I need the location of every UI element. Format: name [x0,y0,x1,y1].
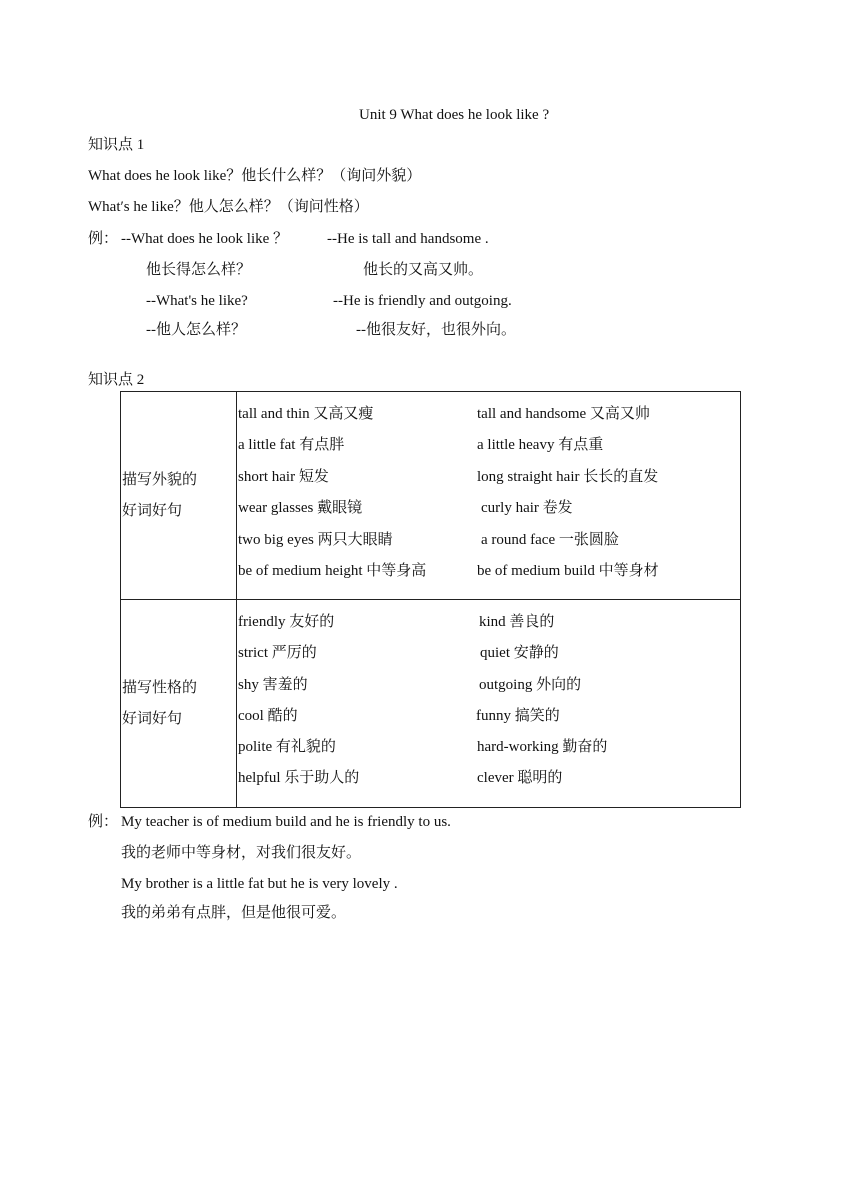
ex2-question: --What's he like? [146,293,248,309]
table-row-appearance [121,392,741,600]
appearance-left-item: two big eyes 两只大眼睛 [238,532,393,548]
example-sentence-2-cn: 我的弟弟有点胖，但是他很可爱。 [121,905,347,921]
personality-items-cell [237,600,741,808]
ex1-answer-cn: 他长的又高又帅。 [363,262,484,278]
ex2-question-cn: --他人怎么样？ [146,322,246,338]
personality-left-item: strict 严厉的 [238,645,317,661]
personality-right-item: quiet 安静的 [480,645,559,661]
examples-prefix: 例： [88,814,119,830]
ex2-answer-cn: --他很友好，也很外向。 [356,322,516,338]
personality-label-cell [121,600,237,808]
personality-right-item: outgoing 外向的 [479,677,582,693]
appearance-left-item: short hair 短发 [238,469,329,485]
ex1-answer: --He is tall and handsome . [327,231,489,247]
ex1-question: --What does he look like ？ [121,231,289,247]
personality-left-item: friendly 友好的 [238,614,335,630]
ex1-question-cn: 他长得怎么样？ [146,262,252,278]
personality-left-item: cool 酷的 [238,708,298,724]
appearance-left-item: wear glasses 戴眼镜 [238,500,363,516]
personality-right-item: clever 聪明的 [477,770,563,786]
appearance-left-item: tall and thin 又高又瘦 [238,406,374,422]
appearance-right-item: a little heavy 有点重 [477,437,604,453]
appearance-right-item: long straight hair 长长的直发 [477,469,659,485]
personality-right-item: funny 搞笑的 [476,708,560,724]
personality-label-line2: 好词好句 [122,710,183,727]
appearance-left-item: be of medium height 中等身高 [238,563,427,579]
appearance-right-item: a round face 一张圆脸 [481,532,619,548]
personality-label-line1: 描写性格的 [122,679,198,696]
vocabulary-table [120,391,741,808]
example-sentence-2: My brother is a little fat but he is very lovely . [121,876,398,892]
ex2-answer: --He is friendly and outgoing. [333,293,512,309]
appearance-left-item: a little fat 有点胖 [238,437,345,453]
example-sentence-1: My teacher is of medium build and he is friendly to us. [121,814,451,830]
point1-line1: What does he look like？他长什么样？（询问外貌） [88,168,422,184]
example-prefix: 例： [88,231,119,247]
appearance-label-cell [121,392,237,600]
appearance-label-line1: 描写外貌的 [122,471,198,488]
page-title: Unit 9 What does he look like ? [359,107,550,123]
table-row-personality [121,600,741,808]
example-sentence-1-cn: 我的老师中等身材，对我们很友好。 [121,845,362,861]
point1-heading: 知识点 1 [88,137,145,153]
point2-heading: 知识点 2 [88,372,145,388]
appearance-items-cell [237,392,741,600]
appearance-right-item: be of medium build 中等身材 [477,563,659,579]
point1-line2: What′s he like？他人怎么样？（询问性格） [88,199,369,215]
personality-left-item: polite 有礼貌的 [238,739,336,755]
appearance-right-item: curly hair 卷发 [481,500,573,516]
personality-left-item: helpful 乐于助人的 [238,770,360,786]
personality-right-item: kind 善良的 [479,614,555,630]
personality-right-item: hard-working 勤奋的 [477,739,608,755]
appearance-right-item: tall and handsome 又高又帅 [477,406,650,422]
personality-left-item: shy 害羞的 [238,677,308,693]
appearance-label-line2: 好词好句 [122,502,183,519]
